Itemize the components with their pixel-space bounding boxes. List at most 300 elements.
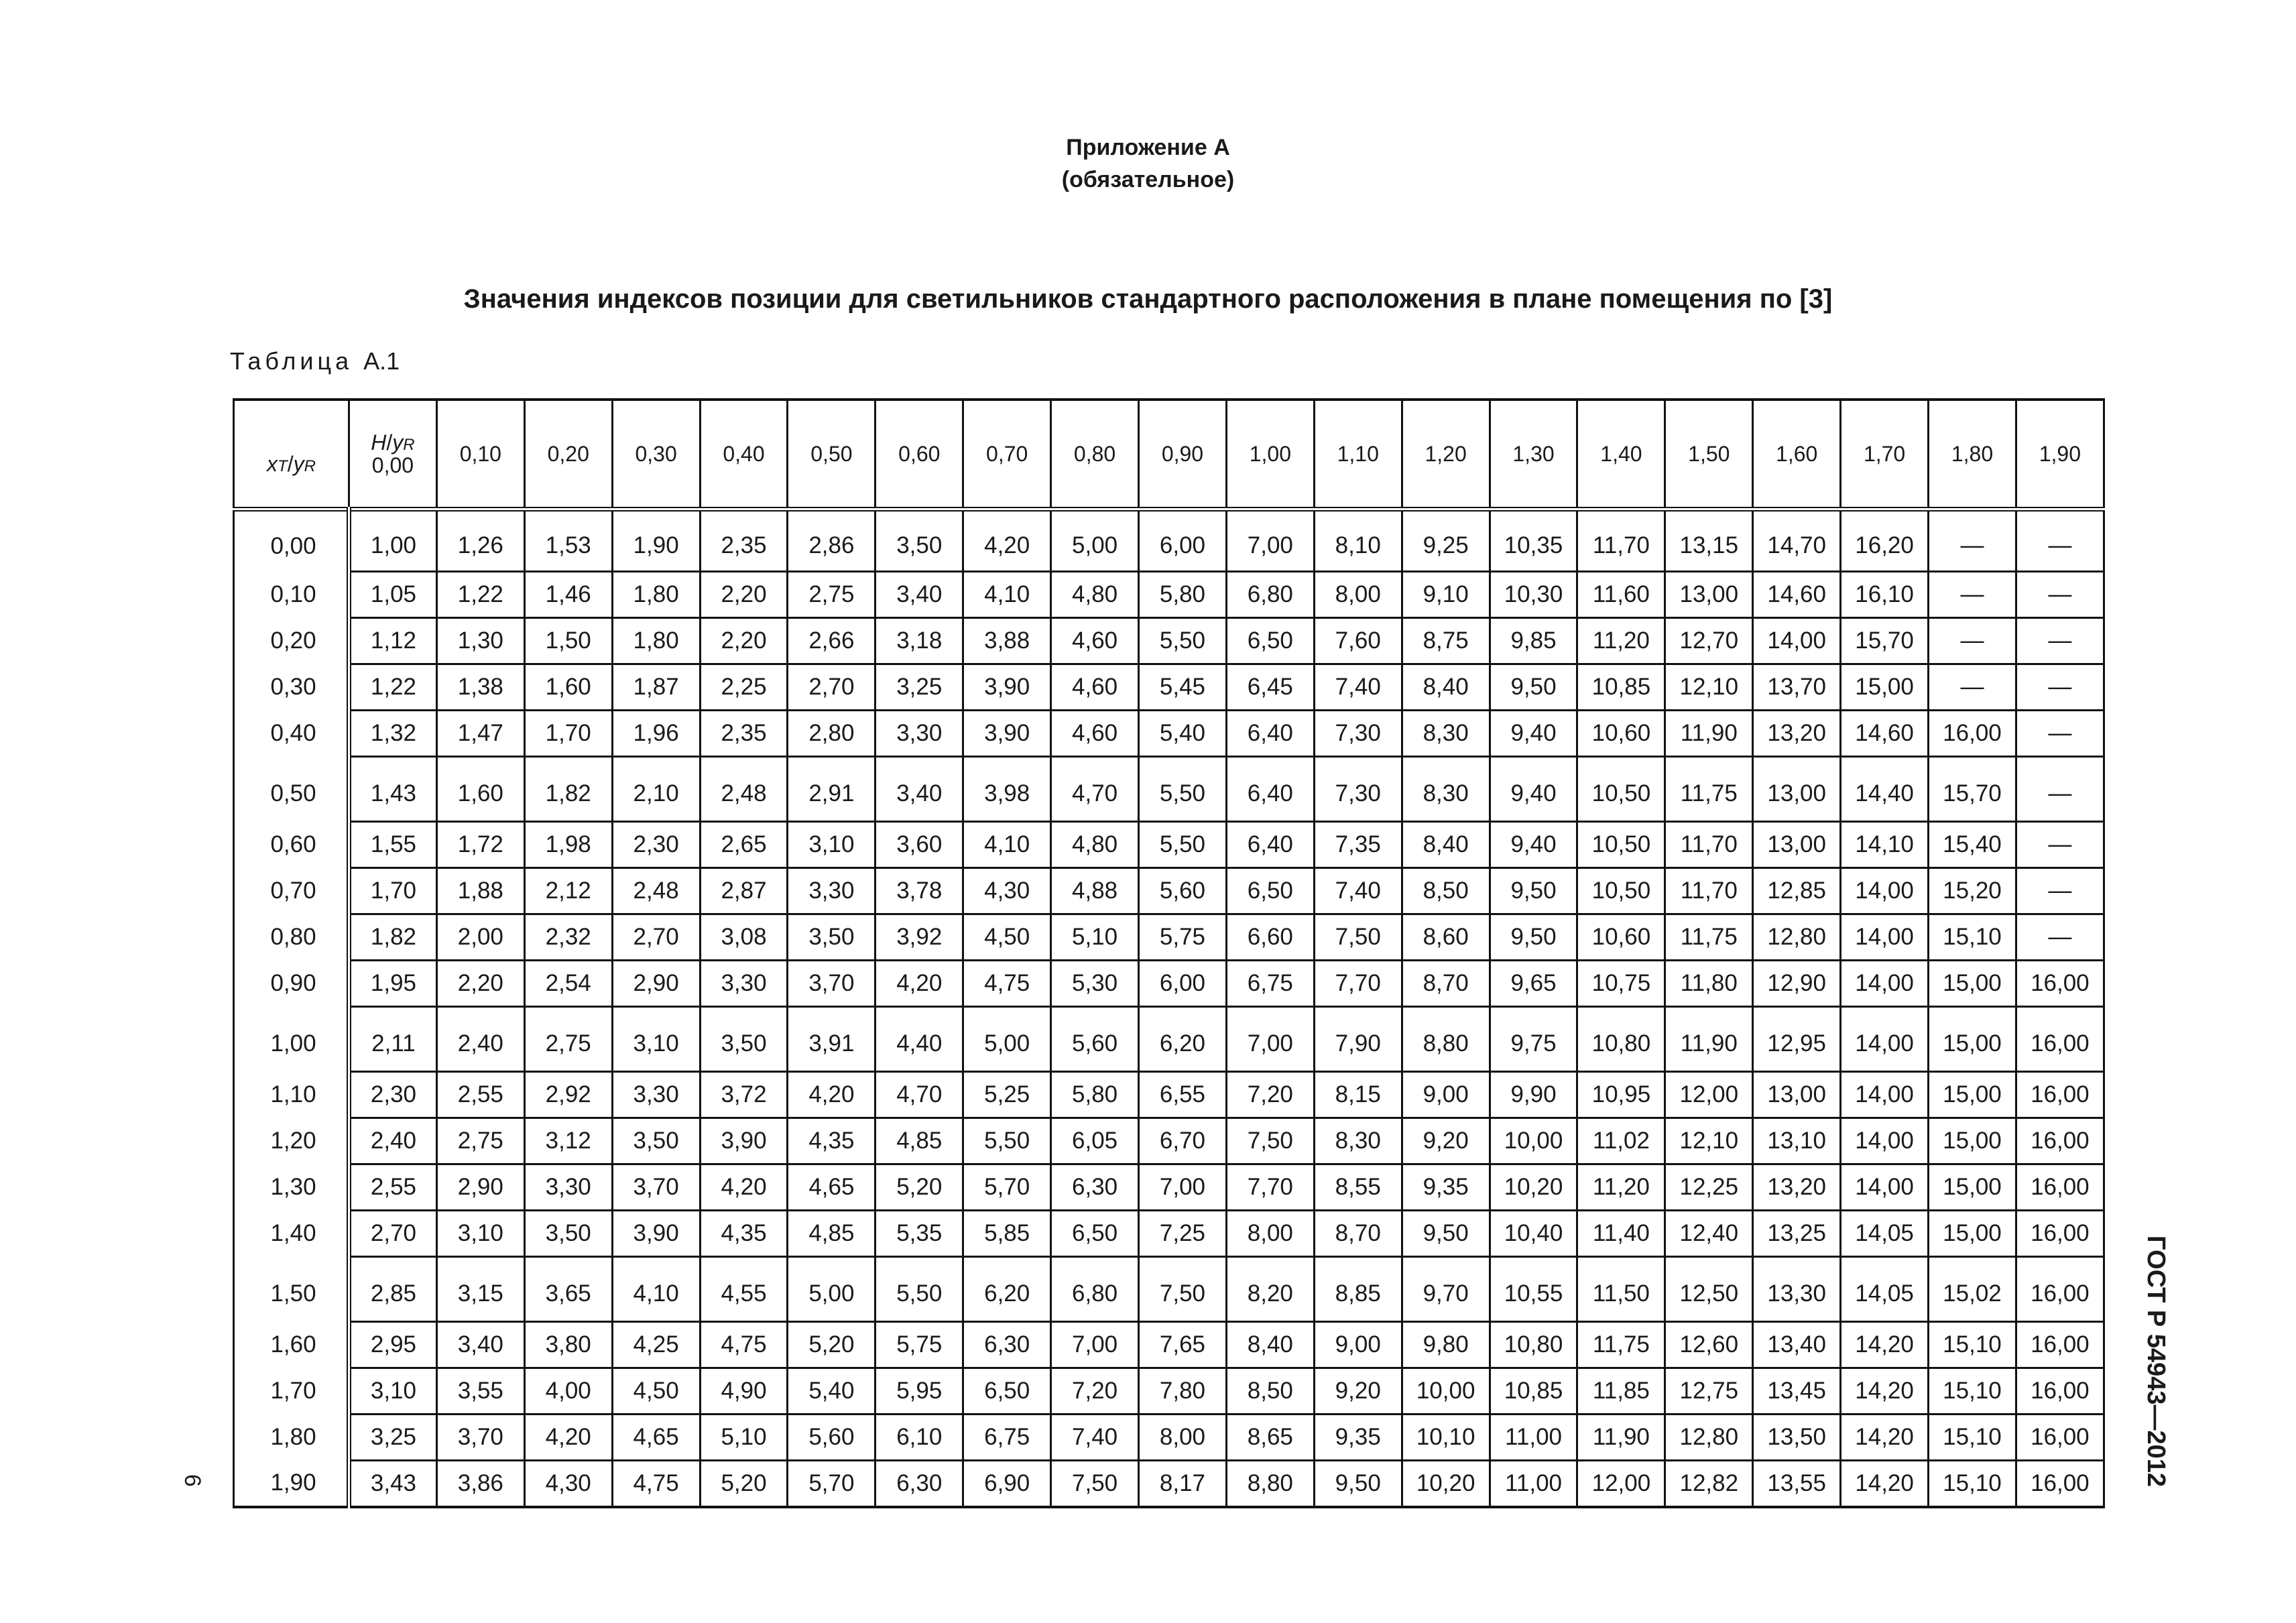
- table-cell: 6,50: [1226, 868, 1314, 914]
- table-cell: —: [2016, 618, 2104, 664]
- table-cell: 12,75: [1665, 1368, 1753, 1415]
- table-cell: 5,80: [1139, 572, 1227, 618]
- table-cell: 12,25: [1665, 1164, 1753, 1211]
- table-cell: 16,00: [2016, 1322, 2104, 1368]
- column-header: 1,60: [1753, 400, 1841, 509]
- table-cell: 4,10: [963, 822, 1051, 868]
- h-var-y: y: [392, 430, 404, 455]
- table-cell: 5,60: [1051, 1007, 1139, 1072]
- table-cell: 1,82: [524, 757, 612, 822]
- table-cell: 5,50: [875, 1257, 963, 1322]
- table-cell: 1,38: [436, 664, 524, 711]
- corner-sep: /: [287, 451, 294, 476]
- table-cell: 6,75: [963, 1415, 1051, 1461]
- column-header: 0,80: [1051, 400, 1139, 509]
- table-cell: 7,50: [1314, 914, 1402, 961]
- row-label: 1,70: [234, 1368, 349, 1415]
- table-row: [234, 1164, 2104, 1211]
- table-cell: 6,75: [1226, 961, 1314, 1007]
- table-cell: 8,80: [1226, 1461, 1314, 1508]
- table-cell: 15,40: [1929, 822, 2016, 868]
- table-cell: 15,10: [1929, 1461, 2016, 1508]
- table-cell: 4,70: [1051, 757, 1139, 822]
- table-cell: 2,48: [700, 757, 788, 822]
- table-cell: 7,35: [1314, 822, 1402, 868]
- table-cell: 10,60: [1577, 711, 1665, 757]
- table-row: [234, 711, 2104, 757]
- row-label: 0,60: [234, 822, 349, 868]
- table-cell: 12,80: [1753, 914, 1841, 961]
- table-cell: 15,10: [1929, 1415, 2016, 1461]
- table-cell: 9,35: [1314, 1415, 1402, 1461]
- table-cell: 3,50: [700, 1007, 788, 1072]
- table-cell: 8,00: [1314, 572, 1402, 618]
- column-header: [349, 400, 437, 509]
- table-cell: 3,10: [788, 822, 875, 868]
- table-cell: 5,20: [788, 1322, 875, 1368]
- table-cell: 1,43: [349, 757, 437, 822]
- table-cell: 5,30: [1051, 961, 1139, 1007]
- row-label: 0,50: [234, 757, 349, 822]
- table-cell: 2,70: [612, 914, 700, 961]
- table-cell: 8,50: [1402, 868, 1490, 914]
- table-cell: 4,10: [963, 572, 1051, 618]
- table-cell: 4,65: [612, 1415, 700, 1461]
- table-cell: 7,70: [1314, 961, 1402, 1007]
- table-cell: 3,72: [700, 1072, 788, 1118]
- column-header: 1,40: [1577, 400, 1665, 509]
- table-cell: 14,00: [1841, 1118, 1929, 1164]
- table-cell: 1,00: [349, 509, 437, 572]
- table-cell: 14,05: [1841, 1211, 1929, 1257]
- table-cell: 9,90: [1490, 1072, 1577, 1118]
- table-cell: 6,45: [1226, 664, 1314, 711]
- table-cell: 16,00: [2016, 1415, 2104, 1461]
- table-cell: 6,70: [1139, 1118, 1227, 1164]
- table-cell: 11,02: [1577, 1118, 1665, 1164]
- table-cell: 8,60: [1402, 914, 1490, 961]
- table-cell: 3,88: [963, 618, 1051, 664]
- table-cell: 3,25: [349, 1415, 437, 1461]
- table-cell: 4,80: [1051, 572, 1139, 618]
- table-cell: 3,50: [524, 1211, 612, 1257]
- table-cell: 10,80: [1577, 1007, 1665, 1072]
- table-cell: 15,00: [1929, 961, 2016, 1007]
- table-cell: 2,85: [349, 1257, 437, 1322]
- table-cell: 14,70: [1753, 509, 1841, 572]
- table-cell: 11,90: [1665, 711, 1753, 757]
- table-cell: 5,50: [963, 1118, 1051, 1164]
- table-cell: 3,10: [612, 1007, 700, 1072]
- table-cell: 11,60: [1577, 572, 1665, 618]
- table-cell: 9,70: [1402, 1257, 1490, 1322]
- table-cell: 1,22: [349, 664, 437, 711]
- table-cell: 8,17: [1139, 1461, 1227, 1508]
- table-cell: 5,20: [875, 1164, 963, 1211]
- table-cell: 8,40: [1402, 664, 1490, 711]
- table-cell: 5,60: [788, 1415, 875, 1461]
- table-cell: 11,50: [1577, 1257, 1665, 1322]
- table-cell: 8,30: [1314, 1118, 1402, 1164]
- table-row: [234, 572, 2104, 618]
- table-cell: 8,55: [1314, 1164, 1402, 1211]
- table-cell: 9,50: [1402, 1211, 1490, 1257]
- table-cell: 7,70: [1226, 1164, 1314, 1211]
- table-cell: 11,75: [1577, 1322, 1665, 1368]
- table-cell: 2,00: [436, 914, 524, 961]
- table-row: [234, 1415, 2104, 1461]
- table-cell: 7,25: [1139, 1211, 1227, 1257]
- table-row: [234, 1118, 2104, 1164]
- table-cell: 10,30: [1490, 572, 1577, 618]
- table-cell: 6,50: [963, 1368, 1051, 1415]
- table-cell: 7,00: [1139, 1164, 1227, 1211]
- table-cell: 10,40: [1490, 1211, 1577, 1257]
- table-cell: 3,90: [963, 664, 1051, 711]
- table-cell: 5,60: [1139, 868, 1227, 914]
- table-cell: 11,70: [1665, 822, 1753, 868]
- row-label: 0,10: [234, 572, 349, 618]
- standard-code: ГОСТ Р 54943—2012: [2141, 1235, 2170, 1487]
- row-label: 0,70: [234, 868, 349, 914]
- table-row: [234, 1072, 2104, 1118]
- table-cell: 1,90: [612, 509, 700, 572]
- table-cell: 1,46: [524, 572, 612, 618]
- table-cell: 15,00: [1929, 1072, 2016, 1118]
- table-cell: 15,00: [1929, 1118, 2016, 1164]
- table-cell: 9,50: [1314, 1461, 1402, 1508]
- table-cell: 1,98: [524, 822, 612, 868]
- table-cell: 14,40: [1841, 757, 1929, 822]
- corner-header: [234, 400, 349, 509]
- table-cell: 11,75: [1665, 757, 1753, 822]
- h-var: H: [371, 430, 387, 455]
- table-cell: 4,85: [788, 1211, 875, 1257]
- table-row: [234, 914, 2104, 961]
- table-cell: 10,10: [1402, 1415, 1490, 1461]
- table-cell: 5,70: [963, 1164, 1051, 1211]
- table-cell: 11,80: [1665, 961, 1753, 1007]
- table-cell: 16,00: [2016, 1072, 2104, 1118]
- h-sub-r: R: [403, 436, 415, 454]
- table-cell: 7,40: [1314, 868, 1402, 914]
- table-cell: 3,30: [875, 711, 963, 757]
- table-cell: 16,00: [2016, 1164, 2104, 1211]
- table-cell: 2,25: [700, 664, 788, 711]
- table-cell: 13,10: [1753, 1118, 1841, 1164]
- table-cell: 2,95: [349, 1322, 437, 1368]
- table-cell: 11,00: [1490, 1415, 1577, 1461]
- table-cell: 9,40: [1490, 822, 1577, 868]
- table-cell: 6,50: [1226, 618, 1314, 664]
- table-cell: 13,00: [1665, 572, 1753, 618]
- table-cell: 9,25: [1402, 509, 1490, 572]
- table-cell: 3,40: [436, 1322, 524, 1368]
- table-cell: 3,10: [436, 1211, 524, 1257]
- table-cell: 8,20: [1226, 1257, 1314, 1322]
- table-cell: —: [2016, 914, 2104, 961]
- row-label: 0,30: [234, 664, 349, 711]
- table-cell: 4,20: [524, 1415, 612, 1461]
- table-cell: 11,20: [1577, 618, 1665, 664]
- table-cell: 2,12: [524, 868, 612, 914]
- table-cell: 9,50: [1490, 664, 1577, 711]
- table-cell: 4,70: [875, 1072, 963, 1118]
- table-cell: 14,20: [1841, 1368, 1929, 1415]
- table-header-row: [234, 400, 2104, 509]
- table-cell: 6,60: [1226, 914, 1314, 961]
- table-cell: —: [2016, 757, 2104, 822]
- page-number-container: [178, 1467, 205, 1494]
- table-cell: 3,50: [612, 1118, 700, 1164]
- column-header: 0,90: [1139, 400, 1227, 509]
- table-cell: 6,30: [875, 1461, 963, 1508]
- table-cell: 11,75: [1665, 914, 1753, 961]
- table-cell: 6,05: [1051, 1118, 1139, 1164]
- column-header: 0,10: [436, 400, 524, 509]
- table-cell: 2,80: [788, 711, 875, 757]
- table-cell: 5,75: [1139, 914, 1227, 961]
- table-cell: 10,60: [1577, 914, 1665, 961]
- page-number: 6: [179, 1474, 205, 1487]
- corner-var-y: y: [293, 451, 304, 476]
- table-cell: 5,35: [875, 1211, 963, 1257]
- table-cell: 7,00: [1226, 1007, 1314, 1072]
- table-cell: 1,50: [524, 618, 612, 664]
- table-cell: 3,60: [875, 822, 963, 868]
- table-cell: —: [2016, 711, 2104, 757]
- table-cell: 11,20: [1577, 1164, 1665, 1211]
- table-cell: 10,20: [1490, 1164, 1577, 1211]
- table-cell: 5,70: [788, 1461, 875, 1508]
- table-cell: 2,20: [436, 961, 524, 1007]
- table-cell: 1,53: [524, 509, 612, 572]
- table-cell: 6,40: [1226, 757, 1314, 822]
- table-cell: 9,40: [1490, 757, 1577, 822]
- table-cell: 3,90: [612, 1211, 700, 1257]
- table-cell: 13,00: [1753, 1072, 1841, 1118]
- table-cell: 4,10: [612, 1257, 700, 1322]
- table-cell: 2,70: [788, 664, 875, 711]
- table-cell: 5,20: [700, 1461, 788, 1508]
- table-cell: 13,45: [1753, 1368, 1841, 1415]
- table-cell: 11,85: [1577, 1368, 1665, 1415]
- table-cell: 5,75: [875, 1322, 963, 1368]
- table-cell: 4,00: [524, 1368, 612, 1415]
- row-label: 1,80: [234, 1415, 349, 1461]
- table-cell: 1,72: [436, 822, 524, 868]
- table-cell: —: [2016, 868, 2104, 914]
- table-cell: 10,00: [1402, 1368, 1490, 1415]
- column-header: 1,80: [1929, 400, 2016, 509]
- table-cell: 10,00: [1490, 1118, 1577, 1164]
- table-cell: 14,10: [1841, 822, 1929, 868]
- table-cell: 10,85: [1490, 1368, 1577, 1415]
- table-cell: 10,75: [1577, 961, 1665, 1007]
- table-cell: 4,75: [963, 961, 1051, 1007]
- table-caption: [230, 347, 400, 375]
- table-cell: 11,90: [1577, 1415, 1665, 1461]
- table-cell: 6,55: [1139, 1072, 1227, 1118]
- table-cell: 11,00: [1490, 1461, 1577, 1508]
- table-cell: 10,85: [1577, 664, 1665, 711]
- table-cell: 9,20: [1402, 1118, 1490, 1164]
- table-row: [234, 1257, 2104, 1322]
- table-cell: 11,90: [1665, 1007, 1753, 1072]
- table-cell: 12,00: [1665, 1072, 1753, 1118]
- corner-var-x: x: [267, 451, 278, 476]
- table-cell: 15,02: [1929, 1257, 2016, 1322]
- table-cell: 6,20: [963, 1257, 1051, 1322]
- table-cell: 12,50: [1665, 1257, 1753, 1322]
- table-cell: 5,45: [1139, 664, 1227, 711]
- table-cell: 2,35: [700, 509, 788, 572]
- column-header: 0,60: [875, 400, 963, 509]
- table-cell: 12,40: [1665, 1211, 1753, 1257]
- table-cell: 9,75: [1490, 1007, 1577, 1072]
- table-cell: 12,10: [1665, 664, 1753, 711]
- column-header-value: 0,00: [371, 453, 414, 477]
- column-header: 0,50: [788, 400, 875, 509]
- table-cell: 8,30: [1402, 711, 1490, 757]
- table-cell: 12,85: [1753, 868, 1841, 914]
- table-cell: 16,00: [2016, 1118, 2104, 1164]
- table-cell: 14,00: [1753, 618, 1841, 664]
- table-cell: 5,80: [1051, 1072, 1139, 1118]
- table-cell: 10,95: [1577, 1072, 1665, 1118]
- table-cell: 4,60: [1051, 664, 1139, 711]
- table-cell: 13,20: [1753, 1164, 1841, 1211]
- column-header: 1,20: [1402, 400, 1490, 509]
- column-header: 1,90: [2016, 400, 2104, 509]
- table-cell: 2,70: [349, 1211, 437, 1257]
- table-cell: 11,70: [1577, 509, 1665, 572]
- table-cell: 16,00: [2016, 1007, 2104, 1072]
- table-cell: 2,90: [436, 1164, 524, 1211]
- table-cell: 3,43: [349, 1461, 437, 1508]
- column-header: 0,70: [963, 400, 1051, 509]
- table-cell: 8,65: [1226, 1415, 1314, 1461]
- table-cell: 16,00: [2016, 961, 2104, 1007]
- table-cell: 2,90: [612, 961, 700, 1007]
- table-cell: 16,10: [1841, 572, 1929, 618]
- table-cell: 3,78: [875, 868, 963, 914]
- table-cell: 1,32: [349, 711, 437, 757]
- table-cell: 5,00: [1051, 509, 1139, 572]
- table-cell: 2,10: [612, 757, 700, 822]
- column-header: 0,20: [524, 400, 612, 509]
- table-cell: 12,80: [1665, 1415, 1753, 1461]
- table-row: [234, 868, 2104, 914]
- table-cell: 12,82: [1665, 1461, 1753, 1508]
- table-cell: 2,20: [700, 618, 788, 664]
- table-cell: 5,10: [700, 1415, 788, 1461]
- table-cell: 8,80: [1402, 1007, 1490, 1072]
- table-cell: 6,30: [963, 1322, 1051, 1368]
- table-cell: 1,82: [349, 914, 437, 961]
- table-cell: 8,85: [1314, 1257, 1402, 1322]
- table-cell: 4,20: [963, 509, 1051, 572]
- table-cell: 7,90: [1314, 1007, 1402, 1072]
- table-cell: 11,70: [1665, 868, 1753, 914]
- table-cell: 10,35: [1490, 509, 1577, 572]
- table-cell: 2,92: [524, 1072, 612, 1118]
- row-label: 0,00: [234, 509, 349, 572]
- table-cell: 10,50: [1577, 757, 1665, 822]
- table-cell: 8,50: [1226, 1368, 1314, 1415]
- table-cell: 3,90: [963, 711, 1051, 757]
- table-cell: 12,95: [1753, 1007, 1841, 1072]
- table-cell: 14,00: [1841, 1164, 1929, 1211]
- table-cell: 8,40: [1402, 822, 1490, 868]
- table-cell: 9,10: [1402, 572, 1490, 618]
- table-cell: 3,30: [700, 961, 788, 1007]
- table-row: [234, 1461, 2104, 1508]
- table-cell: 1,80: [612, 572, 700, 618]
- table-cell: 2,20: [700, 572, 788, 618]
- table-cell: 10,55: [1490, 1257, 1577, 1322]
- table-cell: 4,30: [524, 1461, 612, 1508]
- table-cell: 12,10: [1665, 1118, 1753, 1164]
- table-cell: 4,40: [875, 1007, 963, 1072]
- table-cell: 2,86: [788, 509, 875, 572]
- table-cell: 4,50: [963, 914, 1051, 961]
- table-cell: 1,95: [349, 961, 437, 1007]
- table-cell: —: [2016, 664, 2104, 711]
- table-cell: 2,65: [700, 822, 788, 868]
- table-cell: 13,25: [1753, 1211, 1841, 1257]
- table-cell: 8,70: [1314, 1211, 1402, 1257]
- side-code-container: [2128, 1220, 2182, 1502]
- table-cell: 14,60: [1841, 711, 1929, 757]
- table-cell: 4,88: [1051, 868, 1139, 914]
- table-cell: 12,00: [1577, 1461, 1665, 1508]
- table-cell: 3,50: [788, 914, 875, 961]
- table-cell: 6,40: [1226, 711, 1314, 757]
- table-cell: 7,65: [1139, 1322, 1227, 1368]
- table-cell: 2,48: [612, 868, 700, 914]
- h-sep: /: [386, 430, 393, 455]
- table-cell: 1,55: [349, 822, 437, 868]
- table-cell: —: [1929, 572, 2016, 618]
- table-cell: 16,00: [1929, 711, 2016, 757]
- table-cell: 3,90: [700, 1118, 788, 1164]
- table-cell: 3,10: [349, 1368, 437, 1415]
- table-cell: 4,60: [1051, 711, 1139, 757]
- appendix-title: Приложение А: [1066, 135, 1230, 160]
- appendix-header: [0, 131, 2296, 196]
- row-label: 1,30: [234, 1164, 349, 1211]
- table-cell: 2,30: [349, 1072, 437, 1118]
- table-cell: 14,00: [1841, 1072, 1929, 1118]
- table-cell: 16,00: [2016, 1368, 2104, 1415]
- table-cell: 9,65: [1490, 961, 1577, 1007]
- table-cell: 3,70: [612, 1164, 700, 1211]
- table-cell: 14,00: [1841, 914, 1929, 961]
- table-cell: 2,54: [524, 961, 612, 1007]
- table-cell: 7,50: [1139, 1257, 1227, 1322]
- data-table: [233, 398, 2105, 1508]
- table-cell: 7,00: [1051, 1322, 1139, 1368]
- table-cell: 4,20: [700, 1164, 788, 1211]
- table-cell: 10,50: [1577, 822, 1665, 868]
- table-cell: 2,55: [436, 1072, 524, 1118]
- table-cell: 3,86: [436, 1461, 524, 1508]
- table-cell: 3,70: [788, 961, 875, 1007]
- table-cell: 5,40: [1139, 711, 1227, 757]
- table-cell: 2,75: [788, 572, 875, 618]
- table-cell: 14,20: [1841, 1461, 1929, 1508]
